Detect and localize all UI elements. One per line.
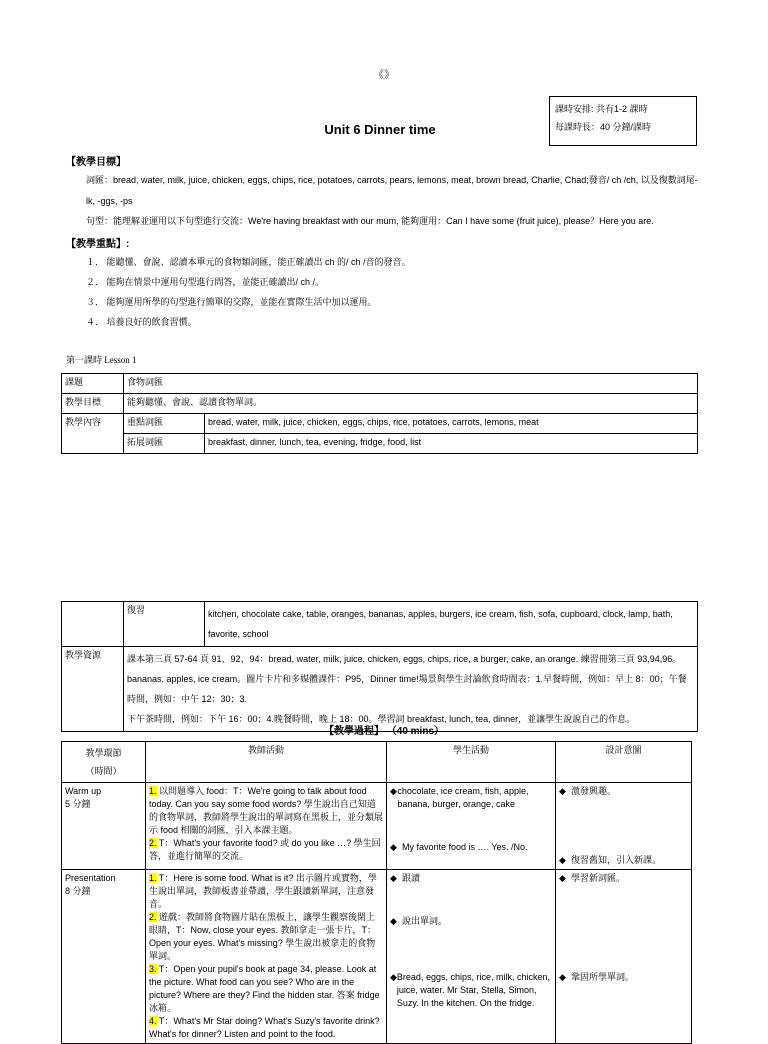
diamond-bullet-icon: ◆: [390, 873, 397, 883]
document-top-title: 《》: [373, 69, 395, 81]
objectives-line-2: lk, -ggs, -ps: [86, 196, 133, 206]
table-row: [62, 602, 698, 647]
table-cell: 食物詞匯: [124, 374, 698, 394]
purpose-item: [559, 785, 688, 798]
table-row: [62, 414, 698, 434]
design-purpose: [556, 783, 692, 870]
item-text: 復習舊知，引入新課。: [571, 855, 662, 865]
student-item: [390, 785, 552, 811]
teacher-item: [149, 1015, 383, 1041]
teacher-item: [149, 963, 383, 1015]
table-cell: breakfast, dinner, lunch, tea, evening, fridge, food, list: [205, 434, 698, 454]
student-item: [390, 971, 552, 1010]
student-activity: [387, 870, 556, 1044]
item-text: T：What's Mr Star doing? What's Suzy's favorite drink? What's for dinner? Listen and point to the food.: [149, 1016, 380, 1039]
diamond-bullet-icon: ◆: [390, 916, 397, 926]
header-step: 教學環節 （時間）: [62, 742, 146, 783]
diamond-bullet-icon: ◆: [390, 842, 397, 852]
page-title: Unit 6 Dinner time: [324, 122, 436, 137]
diamond-bullet-icon: ◆: [559, 972, 566, 982]
header-teacher: 教師活動: [146, 742, 387, 783]
resource-line-3: 下午茶時間，例如：下午 16：00；4.晚餐時間，晚上 18：00。學習詞 breakfast, lunch, tea, dinner，並讓學生說說自己的作息。: [127, 714, 636, 724]
teacher-item: [149, 837, 383, 863]
item-text: T：What's your favorite food? 或 do you like …? 學生回答，並進行簡單的交流。: [149, 838, 381, 861]
student-item: [390, 915, 552, 928]
item-text: T：Here is some food. What is it? 出示圖片或實物，學生說出單詞，教師板書並帶讀，學生跟讀新單詞，注意發音。: [149, 873, 377, 909]
key-point-3: ３． 能夠運用所學的句型進行簡單的交際，並能在實際生活中加以運用。: [86, 297, 377, 307]
item-text: 學習新詞匯。: [571, 873, 626, 883]
item-text: chocolate, ice cream, fish, apple, banana, burger, orange, cake: [397, 786, 529, 809]
table-cell: 能夠聽懂、會說、認讀食物單詞。: [124, 394, 698, 414]
diamond-bullet-icon: ◆: [559, 786, 566, 796]
table-row: [62, 647, 698, 732]
key-point-4: ４． 培養良好的飲食習慣。: [86, 317, 197, 327]
lesson-table: [61, 373, 698, 454]
item-number: 4.: [149, 1016, 157, 1026]
purpose-item: [559, 872, 688, 885]
purpose-item: [559, 971, 688, 984]
diamond-bullet-icon: ◆: [559, 873, 566, 883]
resources-table: [61, 601, 698, 732]
item-text: 以問題導入 food：T：We're going to talk about food today. Can you say some food words? 學生說出自己知道的食物單詞，教師將學生說出的單詞寫在黑板上，並分類展示 food 相關的詞匯，引入本課主題。: [149, 786, 384, 835]
table-cell: 課題: [62, 374, 124, 394]
item-number: 2.: [149, 838, 157, 848]
lesson-duration: 每課時長：40 分鐘/課時: [555, 122, 652, 132]
student-item: [390, 841, 552, 854]
item-text: My favorite food is …. Yes. /No.: [402, 842, 528, 852]
process-title: 【教學過程】 （40 mins）: [323, 726, 445, 737]
item-text: 遊戲：教師將食物圖片貼在黑板上，讓學生觀察後閉上眼睛，T：Now, close your eyes. 教師拿走一張卡片，T：Open your eyes. What's missing? 學生說出被拿走的食物單詞。: [149, 912, 377, 961]
item-text: 說出單詞。: [402, 916, 448, 926]
header-student: 學生活動: [387, 742, 556, 783]
teacher-activity: [146, 783, 387, 870]
purpose-item: [559, 854, 688, 867]
table-header-row: [62, 742, 692, 783]
process-table: [61, 741, 692, 1044]
lesson-label: 第一課時 Lesson 1: [66, 355, 137, 365]
key-point-1: １． 能聽懂、會說、認讀本單元的食物類詞匯，能正確讀出 ch 的/ ch /音的發音。: [86, 257, 411, 267]
teacher-item: [149, 785, 383, 837]
item-number: 2.: [149, 912, 157, 922]
teacher-item: [149, 872, 383, 911]
item-number: 1.: [149, 873, 157, 883]
table-cell: 教學資源: [62, 647, 124, 732]
student-activity: [387, 783, 556, 870]
teacher-item: [149, 911, 383, 963]
table-cell: 復習: [124, 602, 205, 647]
lesson-count: 課時安排: 共有1-2 課時: [555, 104, 648, 114]
key-point-2: ２． 能夠在情景中運用句型進行問答，並能正確讀出/ ch /。: [86, 277, 325, 287]
table-cell: 拓展詞匯: [124, 434, 205, 454]
diamond-bullet-icon: ◆: [559, 855, 566, 865]
student-item: [390, 872, 552, 885]
table-cell: [62, 602, 124, 647]
item-text: 跟讀: [402, 873, 421, 883]
table-cell: 重點詞匯: [124, 414, 205, 434]
header-purpose: 設計意圖: [556, 742, 692, 783]
item-text: T：Open your pupil's book at page 34, please. Look at the picture. What food can you see? Who are in the picture? Where are they? Find the hidden star. 答案 fridge 冰箱。: [149, 964, 380, 1013]
item-number: 1.: [149, 786, 157, 796]
table-row: [62, 394, 698, 414]
item-number: 3.: [149, 964, 157, 974]
item-text: Bread, eggs, chips, rice, milk, chicken, juice, water. Mr Star, Stella, Simon, Suzy. In the kitchen. On the fridge.: [396, 972, 550, 1008]
objectives-heading: 【教學目標】: [66, 157, 126, 168]
diamond-bullet-icon: ◆: [390, 786, 397, 796]
table-row: [62, 783, 692, 870]
step-warmup: Warm up 5 分鐘: [62, 783, 146, 870]
table-cell: 教學目標: [62, 394, 124, 414]
table-row: [62, 870, 692, 1044]
lesson-info-box: [549, 96, 697, 146]
design-purpose: [556, 870, 692, 1044]
step-presentation: Presentation 8 分鐘: [62, 870, 146, 1044]
item-text: 激發興趣。: [571, 786, 617, 796]
objectives-line-1: 詞匯：bread, water, milk, juice, chicken, eggs, chips, rice, potatoes, carrots, pears, lemons, meat, brown bread, Charlie, Chad;發音/ ch /ch, 以及復數詞尾-: [86, 175, 698, 185]
item-text: 鞏固所學單詞。: [571, 972, 635, 982]
teacher-activity: [146, 870, 387, 1044]
resource-line-1: 課本第三頁 57-64 頁 91、92、94：bread, water, milk, juice, chicken, eggs, chips, rice, a burger, cake, an orange. 練習冊第三頁 93,94,96。: [127, 654, 682, 664]
table-cell: [124, 647, 698, 732]
table-cell: 教學內容: [62, 414, 124, 454]
table-row: [62, 374, 698, 394]
table-row: [62, 434, 698, 454]
objectives-line-3: 句型：能理解並運用以下句型進行交流：We're having breakfast with our mum, 能夠運用：Can I have some (fruit juice), please？Here you are.: [86, 216, 654, 226]
table-cell: kitchen, chocolate cake, table, oranges, bananas, apples, burgers, ice cream, fish, sofa, cupboard, clock, lamp, bath, favorite, school: [205, 602, 698, 647]
diamond-bullet-icon: ◆: [390, 972, 397, 982]
resource-line-2: bananas, apples, ice cream。圖片卡片和多媒體課件：P95，Dinner time!場景與學生討論飲食時間表：1.早餐時間，例如：早上 8：00；午餐時間，例如：中午 12：30；3.: [127, 674, 687, 704]
table-cell: bread, water, milk, juice, chicken, eggs, chips, rice, potatoes, carrots, lemons, meat: [205, 414, 698, 434]
key-points-heading: 【教學重點】:: [66, 239, 130, 250]
